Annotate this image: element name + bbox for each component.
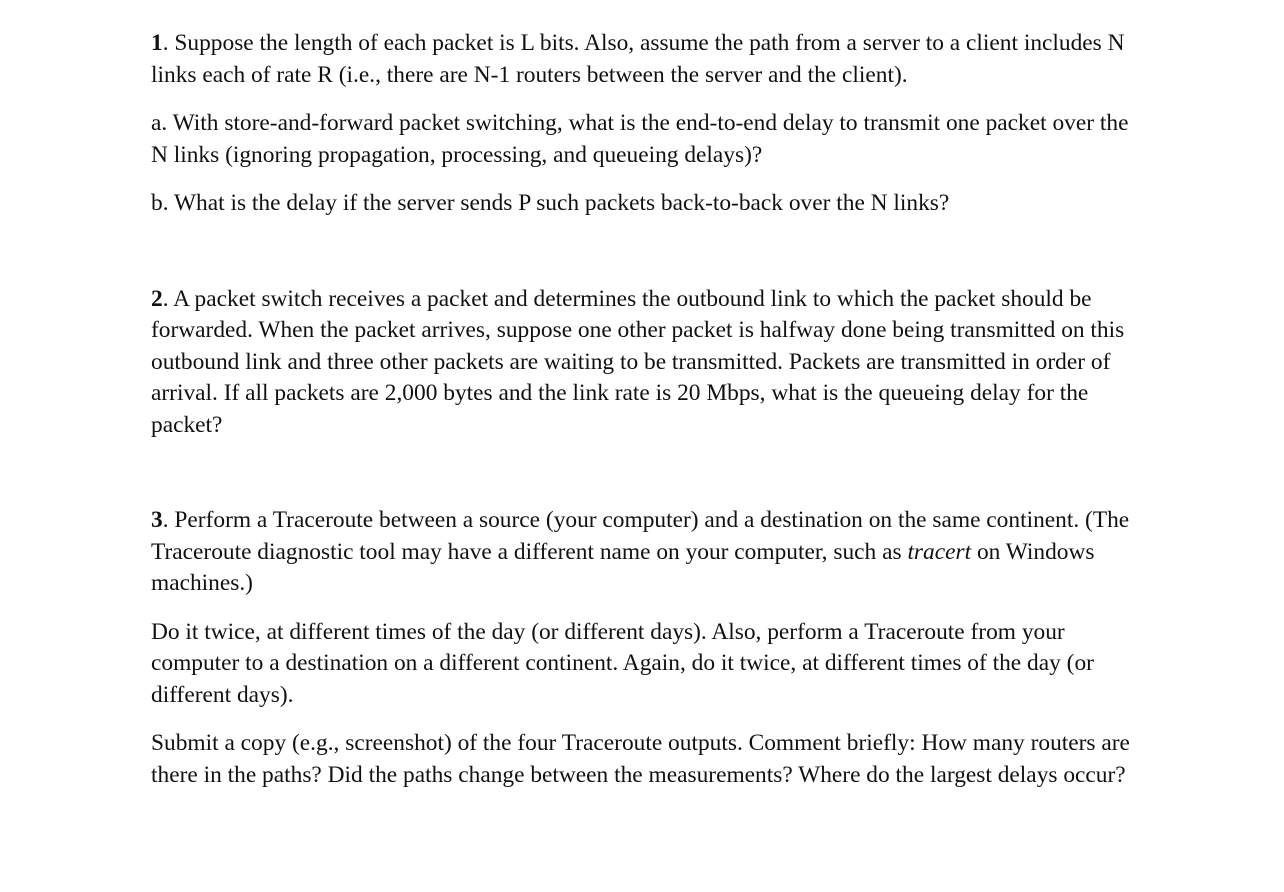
question-1-intro-text: . Suppose the length of each packet is L bits. Also, assume the path from a server to a client includes N links each of rate R (i.e., there are N-1 routers between the server and the client). [151, 30, 1125, 88]
question-3-intro-part2: on Windows machines.) [151, 538, 1095, 596]
question-1-intro [151, 28, 1141, 91]
question-1-number: 1 [151, 30, 163, 56]
question-3-submission: Submit a copy (e.g., screenshot) of the four Traceroute outputs. Comment briefly: How many routers are there in the paths? Did the paths change between the measurements? Where do the largest delays occur? [151, 730, 1130, 788]
document-body [151, 28, 1141, 791]
question-3-intro-part1: . Perform a Traceroute between a source (your computer) and a destination on the same continent. (The Traceroute diagnostic tool may have a different name on your computer, such as [151, 507, 1130, 565]
question-1-part-a: a. With store-and-forward packet switching, what is the end-to-end delay to transmit one packet over the N links (ignoring propagation, processing, and queueing delays)? [151, 110, 1129, 168]
question-1-part-b: b. What is the delay if the server sends P such packets back-to-back over the N links? [151, 190, 950, 216]
question-2-number: 2 [151, 285, 163, 312]
question-3-number: 3 [151, 507, 163, 533]
question-3-intro [151, 505, 1141, 600]
question-2-text: . A packet switch receives a packet and determines the outbound link to which the packet should be forwarded. When the packet arrives, suppose one other packet is halfway done being transmitted on this outbound link and three other packets are waiting to be transmitted. Packets are transmitted in order of arrival. If all packets are 2,000 bytes and the link rate is 20 Mbps, what is the queueing delay for the packet? [151, 285, 1125, 438]
question-3-tool-name: tracert [907, 538, 972, 565]
question-2 [151, 284, 1141, 442]
question-3-instructions: Do it twice, at different times of the day (or different days). Also, perform a Traceroute from your computer to a destination on a different continent. Again, do it twice, at different times of the day (or different days). [151, 618, 1094, 708]
